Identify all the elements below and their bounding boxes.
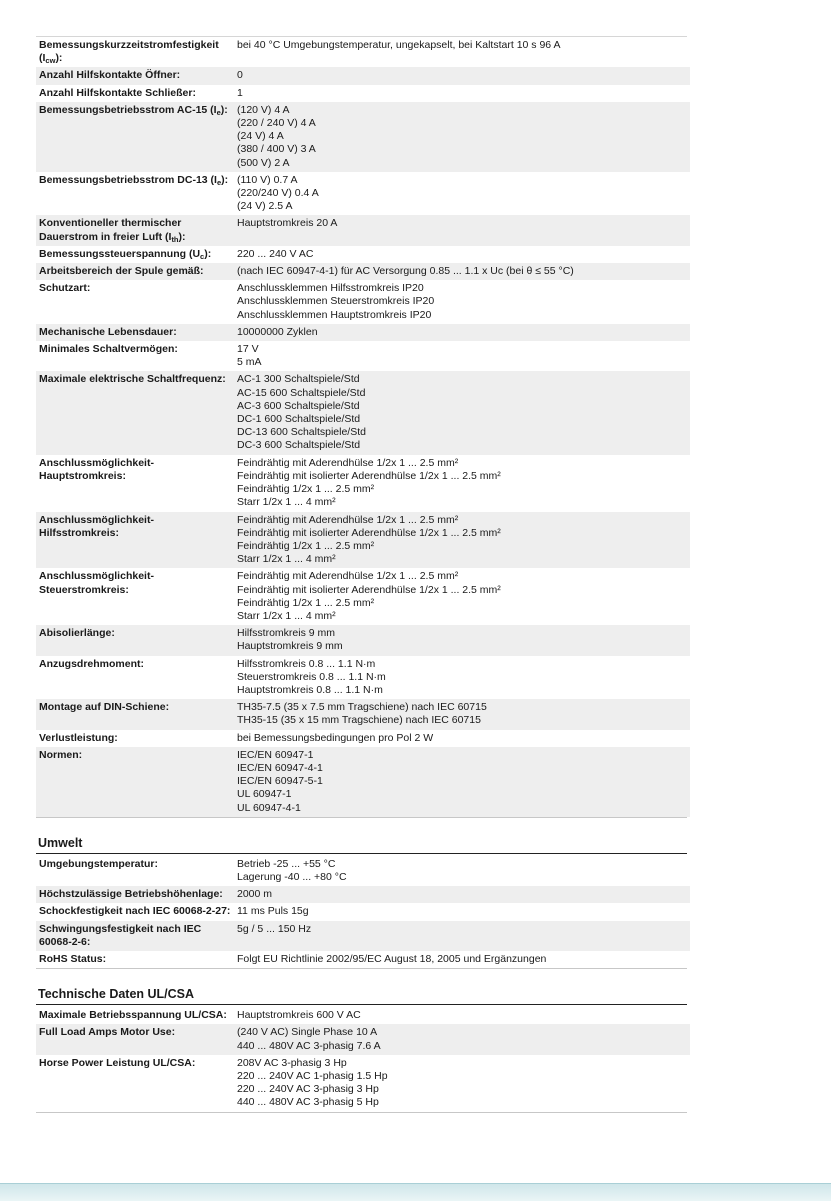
spec-value: bei 40 °C Umgebungstemperatur, ungekapselt, bei Kaltstart 10 s 96 A [237, 39, 561, 51]
table-row [36, 1055, 690, 1112]
spec-value-cell [234, 455, 690, 512]
spec-value: 0 [237, 69, 243, 82]
table-row [36, 951, 690, 968]
table-row [36, 625, 690, 655]
spec-value-cell [234, 625, 690, 655]
spec-label: Maximale Betriebsspannung UL/CSA: [39, 1009, 227, 1022]
spec-value-cell [234, 1024, 690, 1054]
spec-value: Starr 1/2x 1 ... 4 mm² [237, 553, 336, 566]
spec-label-cell [36, 625, 234, 655]
spec-value: Feindrähtig 1/2x 1 ... 2.5 mm² [237, 596, 375, 609]
spec-value-cell [234, 1007, 690, 1024]
spec-value: DC-3 600 Schaltspiele/Std [237, 439, 361, 452]
spec-value: 220 ... 240 V AC [237, 247, 314, 260]
spec-value: Anschlussklemmen Hilfsstromkreis IP20 [237, 282, 424, 295]
spec-value: (220 / 240 V) 4 A [237, 117, 316, 130]
spec-label-cell [36, 215, 234, 245]
spec-value: Hauptstromkreis 20 A [237, 217, 338, 230]
spec-value: Folgt EU Richtlinie 2002/95/EC August 18, 2005 und Ergänzungen [237, 952, 547, 965]
spec-label-cell [36, 246, 234, 263]
spec-value: TH35-7.5 (35 x 7.5 mm Tragschiene) nach IEC 60715 [237, 701, 487, 714]
table-row [36, 455, 690, 512]
spec-value-cell [234, 730, 690, 747]
spec-label-cell [36, 67, 234, 84]
spec-value-cell [234, 856, 690, 886]
table-row [36, 341, 690, 371]
spec-label: Anzahl Hilfskontakte Schließer: [39, 86, 196, 99]
spec-label-cell [36, 921, 234, 951]
spec-label: Horse Power Leistung UL/CSA: [39, 1056, 196, 1069]
spec-value-cell [234, 656, 690, 700]
spec-label-suffix: ): [220, 103, 228, 116]
spec-label: Montage auf DIN-Schiene: [39, 701, 170, 714]
spec-label-cell [36, 656, 234, 700]
spec-label-cell [36, 512, 234, 569]
spec-value: Starr 1/2x 1 ... 4 mm² [237, 609, 336, 622]
spec-label-suffix: ): [178, 230, 186, 243]
spec-value: (240 V AC) Single Phase 10 A [237, 1026, 378, 1039]
spec-label-cell [36, 371, 234, 454]
spec-label: Anschlussmöglichkeit-Hilfsstromkreis: [39, 513, 154, 539]
spec-value: IEC/EN 60947-1 [237, 748, 314, 761]
spec-value: 10000000 Zyklen [237, 325, 318, 338]
spec-label: Konventioneller thermischer Dauerstrom in freier Luft (I [39, 217, 182, 243]
spec-value: (nach IEC 60947-4-1) für AC Versorgung 0.85 ... 1.1 x Uc (bei θ ≤ 55 °C) [237, 265, 574, 278]
spec-label-cell [36, 341, 234, 371]
spec-sections [36, 37, 687, 1113]
spec-label-cell [36, 1024, 234, 1054]
table-row [36, 263, 690, 280]
spec-value: bei Bemessungsbedingungen pro Pol 2 W [237, 731, 434, 744]
spec-label-suffix: ): [55, 52, 63, 65]
spec-value: Hauptstromkreis 9 mm [237, 640, 343, 653]
spec-label-cell [36, 730, 234, 747]
spec-value-cell [234, 699, 690, 729]
table-row [36, 85, 690, 102]
spec-label: Verlustleistung: [39, 731, 118, 744]
spec-label: Anzahl Hilfskontakte Öffner: [39, 69, 181, 82]
spec-value: DC-13 600 Schaltspiele/Std [237, 426, 366, 439]
spec-table [36, 37, 690, 817]
spec-value: Anschlussklemmen Hauptstromkreis IP20 [237, 308, 432, 321]
spec-label: Anschlussmöglichkeit-Hauptstromkreis: [39, 456, 154, 482]
spec-value: Hauptstromkreis 0.8 ... 1.1 N·m [237, 683, 383, 696]
spec-value-cell [234, 85, 690, 102]
spec-label-subscript: e [216, 107, 221, 117]
spec-label: Mechanische Lebensdauer: [39, 325, 177, 338]
spec-value-cell [234, 37, 690, 67]
table-row [36, 747, 690, 817]
spec-label-subscript: c [200, 251, 205, 261]
table-row [36, 324, 690, 341]
spec-label-cell [36, 951, 234, 968]
spec-label-cell [36, 37, 234, 67]
spec-value: Feindrähtig mit isolierter Aderendhülse 1/2x 1 ... 2.5 mm² [237, 526, 501, 539]
spec-label: Minimales Schaltvermögen: [39, 343, 178, 356]
page-footer-bar [0, 1183, 831, 1201]
spec-label: Bemessungssteuerspannung (U [39, 247, 201, 260]
spec-value: (120 V) 4 A [237, 103, 290, 116]
spec-label: Bemessungsbetriebsstrom DC-13 (I [39, 173, 217, 186]
spec-label: Schockfestigkeit nach IEC 60068-2-27: [39, 905, 231, 918]
spec-value-cell [234, 1055, 690, 1112]
spec-label-cell [36, 263, 234, 280]
spec-value-cell [234, 324, 690, 341]
spec-value-cell [234, 512, 690, 569]
spec-value: Feindrähtig mit isolierter Aderendhülse 1/2x 1 ... 2.5 mm² [237, 583, 501, 596]
spec-value: (110 V) 0.7 A [237, 173, 298, 186]
spec-value: (24 V) 4 A [237, 130, 284, 143]
table-row [36, 280, 690, 324]
spec-value: Feindrähtig mit Aderendhülse 1/2x 1 ... 2.5 mm² [237, 513, 459, 526]
spec-label: Bemessungsbetriebsstrom AC-15 (I [39, 103, 217, 116]
spec-label-cell [36, 280, 234, 324]
spec-label-cell [36, 747, 234, 817]
spec-value: Hilfsstromkreis 0.8 ... 1.1 N·m [237, 657, 376, 670]
spec-value: DC-1 600 Schaltspiele/Std [237, 413, 361, 426]
spec-label-subscript: th [171, 234, 179, 244]
spec-value-cell [234, 371, 690, 454]
spec-value: Starr 1/2x 1 ... 4 mm² [237, 496, 336, 509]
spec-label: Schwingungsfestigkeit nach IEC 60068-2-6: [39, 922, 202, 948]
spec-value-cell [234, 568, 690, 625]
spec-value-cell [234, 246, 690, 263]
spec-value: AC-3 600 Schaltspiele/Std [237, 399, 360, 412]
spec-label-subscript: cw [45, 56, 56, 66]
table-row [36, 699, 690, 729]
spec-value: 220 ... 240V AC 3-phasig 3 Hp [237, 1083, 379, 1096]
table-row [36, 568, 690, 625]
spec-label: Arbeitsbereich der Spule gemäß: [39, 265, 204, 278]
spec-value: Lagerung -40 ... +80 °C [237, 870, 347, 883]
table-row [36, 102, 690, 172]
spec-value: 440 ... 480V AC 3-phasig 5 Hp [237, 1096, 379, 1109]
spec-label-cell [36, 102, 234, 172]
spec-value: 2000 m [237, 888, 273, 901]
spec-value-cell [234, 951, 690, 968]
spec-label-cell [36, 455, 234, 512]
spec-label: Anschlussmöglichkeit-Steuerstromkreis: [39, 570, 154, 596]
spec-value: 5g / 5 ... 150 Hz [237, 922, 312, 935]
table-row [36, 67, 690, 84]
table-row [36, 371, 690, 454]
spec-label-cell [36, 699, 234, 729]
spec-value: 440 ... 480V AC 3-phasig 7.6 A [237, 1039, 381, 1052]
spec-value-cell [234, 67, 690, 84]
spec-value: 5 mA [237, 356, 262, 369]
section-divider [36, 1112, 687, 1113]
spec-value: (380 / 400 V) 3 A [237, 143, 316, 156]
spec-label-cell [36, 1055, 234, 1112]
table-row [36, 1007, 690, 1024]
spec-value: 208V AC 3-phasig 3 Hp [237, 1056, 347, 1069]
table-row [36, 656, 690, 700]
spec-value: Feindrähtig mit isolierter Aderendhülse 1/2x 1 ... 2.5 mm² [237, 469, 501, 482]
spec-value: IEC/EN 60947-4-1 [237, 761, 323, 774]
spec-label-subscript: e [216, 177, 222, 187]
spec-value-cell [234, 921, 690, 951]
spec-label-cell [36, 886, 234, 903]
spec-label-cell [36, 172, 234, 216]
spec-label-cell [36, 568, 234, 625]
spec-value-cell [234, 215, 690, 245]
spec-value-cell [234, 747, 690, 817]
spec-value-cell [234, 903, 690, 920]
spec-value: Feindrähtig mit Aderendhülse 1/2x 1 ... 2.5 mm² [237, 456, 459, 469]
spec-label-cell [36, 856, 234, 886]
spec-value: Feindrähtig mit Aderendhülse 1/2x 1 ... 2.5 mm² [237, 570, 459, 583]
table-row [36, 37, 690, 67]
section-title: Technische Daten UL/CSA [36, 969, 687, 1005]
spec-value: Hauptstromkreis 600 V AC [237, 1009, 361, 1022]
spec-value: IEC/EN 60947-5-1 [237, 775, 323, 788]
spec-value: (500 V) 2 A [237, 156, 290, 169]
spec-value: TH35-15 (35 x 15 mm Tragschiene) nach IEC 60715 [237, 714, 481, 727]
spec-label-suffix: ): [204, 247, 212, 260]
spec-table [36, 1007, 690, 1111]
table-row [36, 512, 690, 569]
spec-value: Anschlussklemmen Steuerstromkreis IP20 [237, 295, 435, 308]
spec-value-cell [234, 102, 690, 172]
spec-value: AC-1 300 Schaltspiele/Std [237, 373, 360, 386]
table-row [36, 886, 690, 903]
spec-value-cell [234, 263, 690, 280]
spec-value: (220/240 V) 0.4 A [237, 187, 319, 200]
spec-value: Feindrähtig 1/2x 1 ... 2.5 mm² [237, 539, 375, 552]
spec-value: (24 V) 2.5 A [237, 200, 293, 213]
spec-label: Maximale elektrische Schaltfrequenz: [39, 373, 226, 386]
spec-label-cell [36, 903, 234, 920]
table-row [36, 921, 690, 951]
spec-value: 220 ... 240V AC 1-phasig 1.5 Hp [237, 1070, 388, 1082]
spec-value: UL 60947-1 [237, 788, 292, 801]
spec-table [36, 856, 690, 968]
spec-value: 11 ms Puls 15g [237, 905, 309, 918]
spec-label: Höchstzulässige Betriebshöhenlage: [39, 888, 223, 901]
spec-label-cell [36, 1007, 234, 1024]
table-row [36, 856, 690, 886]
table-row [36, 246, 690, 263]
spec-label-suffix: ): [221, 173, 229, 186]
spec-label: Bemessungskurzzeitstromfestigkeit (I [39, 39, 219, 65]
table-row [36, 1024, 690, 1054]
spec-label: RoHS Status: [39, 952, 107, 965]
spec-value: UL 60947-4-1 [237, 801, 301, 814]
spec-value: 1 [237, 86, 243, 99]
spec-label-cell [36, 324, 234, 341]
spec-label: Abisolierlänge: [39, 627, 115, 640]
spec-value: AC-15 600 Schaltspiele/Std [237, 386, 366, 399]
spec-label: Umgebungstemperatur: [39, 857, 159, 870]
spec-document [36, 0, 687, 1113]
spec-label: Normen: [39, 748, 83, 761]
table-row [36, 730, 690, 747]
spec-value-cell [234, 172, 690, 216]
spec-label: Anzugsdrehmoment: [39, 657, 144, 670]
spec-value: Betrieb -25 ... +55 °C [237, 857, 336, 870]
spec-value-cell [234, 280, 690, 324]
section-title: Umwelt [36, 818, 687, 854]
spec-value: 17 V [237, 343, 259, 356]
spec-value-cell [234, 341, 690, 371]
spec-value: Steuerstromkreis 0.8 ... 1.1 N·m [237, 670, 386, 683]
spec-value-cell [234, 886, 690, 903]
spec-label-cell [36, 85, 234, 102]
spec-value: Feindrähtig 1/2x 1 ... 2.5 mm² [237, 483, 375, 496]
table-row [36, 215, 690, 245]
table-row [36, 903, 690, 920]
spec-label: Full Load Amps Motor Use: [39, 1026, 176, 1039]
table-row [36, 172, 690, 216]
spec-value: Hilfsstromkreis 9 mm [237, 627, 336, 640]
spec-label: Schutzart: [39, 282, 91, 295]
